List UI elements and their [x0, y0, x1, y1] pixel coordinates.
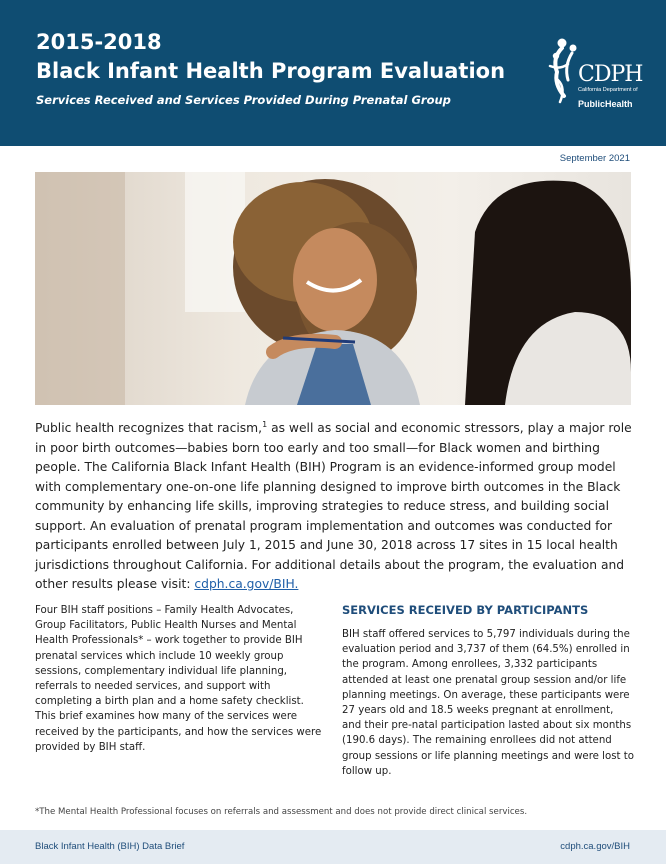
footnote: *The Mental Health Professional focuses on referrals and assessment and does not provide direct clinical services.: [35, 807, 528, 817]
footer-link[interactable]: cdph.ca.gov/BIH: [560, 841, 630, 852]
intro-text-part1: Public health recognizes that racism,: [35, 421, 263, 435]
footnote-ref: 1: [262, 419, 268, 429]
services-received-paragraph: BIH staff offered services to 5,797 individuals during the evaluation period and 3,737 of them (64.5%) enrolled in the program. Among enrollees, 3,332 participants attended at least one prenatal group session and/or life planning meetings. On average, these participants were 27 years old and 18.5 weeks pregnant at enrollment, and their pre-natal participation lasted about six months (190.6 days). The remaining enrollees did not attend group sessions or life planning meetings and were lost to follow up.: [342, 629, 634, 777]
cdph-logo: [548, 36, 643, 118]
footer-brief-title: Black Infant Health (BIH) Data Brief: [35, 841, 185, 852]
footer-bar: [0, 830, 666, 864]
logo-public-health: PublicHealth: [578, 99, 633, 109]
bih-link[interactable]: cdph.ca.gov/BIH.: [194, 577, 299, 591]
header-banner: [0, 0, 666, 146]
intro-paragraph: [35, 419, 635, 595]
hero-photo: [35, 172, 631, 405]
two-women-conversation-photo: [35, 172, 631, 405]
intro-text-part2: as well as social and economic stressors, play a major role in poor birth outcomes—babies born too early and too small—for Black women and birthing people. The California Black Infant Health (BIH) Program is an evidence-informed group model with complementary one-on-one life planning designed to improve birth outcomes in the Black community by enhancing life skills, improving strategies to reduce stress, and building social support. An evaluation of prenatal program implementation and outcomes was conducted for participants enrolled between July 1, 2015 and June 30, 2018 across 17 sites in 15 local health jurisdictions throughout California. For additional details about the program, the evaluation and other results please visit:: [35, 421, 632, 591]
report-title: Black Infant Health Program Evaluation: [36, 59, 506, 83]
people-figures-icon: [548, 36, 582, 108]
logo-wordmark: CDPH: [578, 62, 643, 87]
report-years: 2015-2018: [36, 30, 162, 54]
report-subtitle: Services Received and Services Provided During Prenatal Group: [36, 93, 451, 107]
publication-date: September 2021: [559, 153, 630, 164]
section-heading: SERVICES RECEIVED BY PARTICIPANTS: [342, 603, 589, 617]
staff-positions-paragraph: Four BIH staff positions – Family Health Advocates, Group Facilitators, Public Health Nurses and Mental Health Professionals* – work together to provide BIH prenatal services which include 10 weekly group sessions, complementary individual life planning, referrals to needed services, and support with completing a birth plan and a home safety checklist. This brief examines how many of the services were received by the participants, and how the services were provided by BIH staff.: [35, 605, 322, 753]
logo-department: California Department of: [578, 87, 638, 93]
